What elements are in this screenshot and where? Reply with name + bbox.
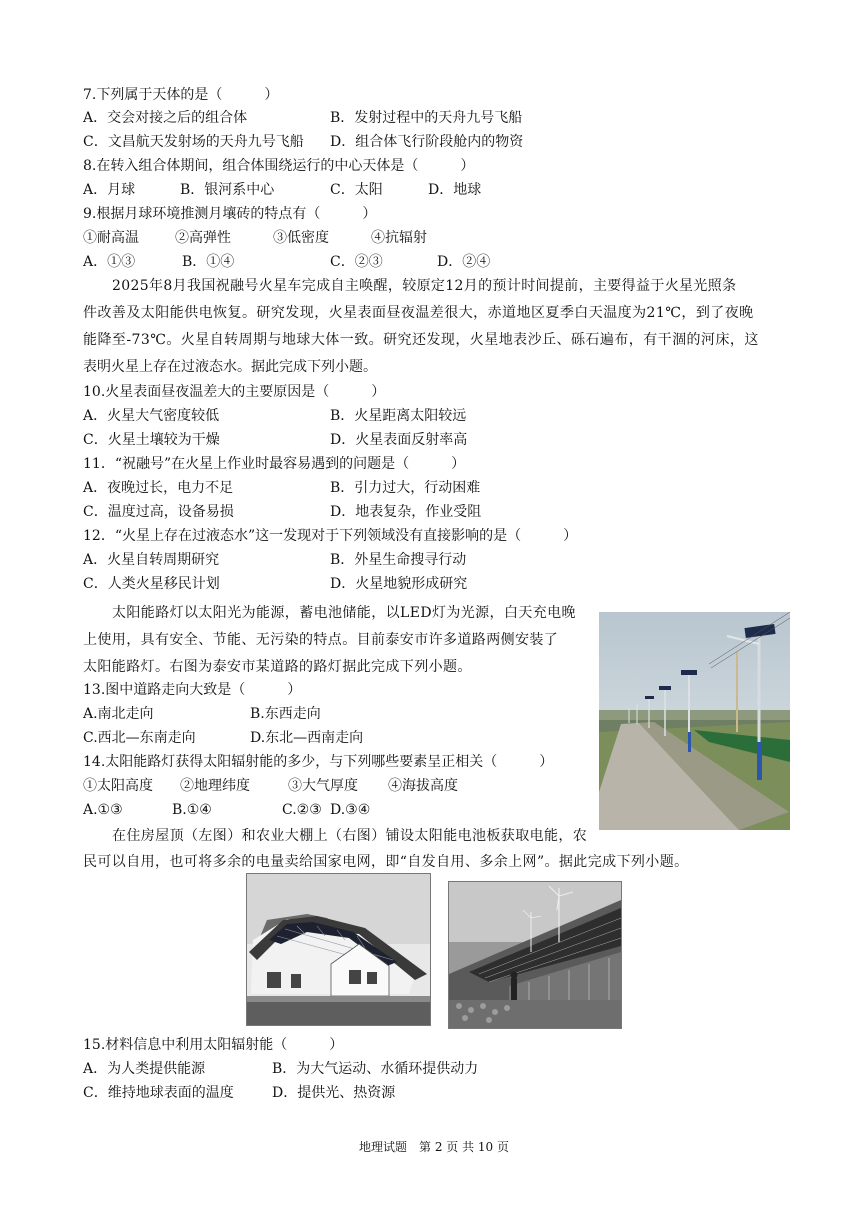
q7-option-a: A．交会对接之后的组合体 xyxy=(83,110,248,126)
q7-option-d: D．组合体飞行阶段舱内的物资 xyxy=(330,134,524,150)
q14-option-a: A.①③ xyxy=(83,802,123,818)
q15-stem: 15.材料信息中利用太阳辐射能（ ） xyxy=(83,1037,344,1053)
q13-option-a: A.南北走向 xyxy=(83,706,154,722)
q8-option-d: D．地球 xyxy=(428,182,482,198)
q7-option-c: C．文昌航天发射场的天舟九号飞船 xyxy=(83,134,304,150)
q8-option-b: B．银河系中心 xyxy=(180,182,275,198)
q8-option-c: C．太阳 xyxy=(330,182,383,198)
greenhouse-solar-panel-photo xyxy=(448,881,622,1029)
q15-option-c: C．维持地球表面的温度 xyxy=(83,1085,234,1101)
page-footer: 地理试题 第 2 页 共 10 页 xyxy=(359,1140,509,1154)
q10-option-b: B．火星距离太阳较远 xyxy=(330,408,467,424)
q12-option-c: C．人类火星移民计划 xyxy=(83,576,220,592)
solar-passage-line-2: 民可以自用，也可将多余的电量卖给国家电网，即“自发自用、多余上网”。据此完成下列小题。 xyxy=(83,854,689,870)
q14-option-b: B.①④ xyxy=(172,802,212,818)
q13-option-b: B.东西走向 xyxy=(250,706,321,722)
q10-option-c: C．火星土壤较为干燥 xyxy=(83,432,220,448)
q14-item-2: ②地理纬度 xyxy=(180,778,250,794)
q11-option-b: B．引力过大，行动困难 xyxy=(330,480,481,496)
q9-item-3: ③低密度 xyxy=(273,230,329,246)
q11-option-a: A．夜晚过长，电力不足 xyxy=(83,480,234,496)
q14-item-3: ③大气厚度 xyxy=(288,778,358,794)
q14-stem: 14.太阳能路灯获得太阳辐射能的多少，与下列哪些要素呈正相关（ ） xyxy=(83,754,554,770)
q12-option-d: D．火星地貌形成研究 xyxy=(330,576,468,592)
rooftop-solar-house-photo xyxy=(246,873,431,1026)
q9-item-2: ②高弹性 xyxy=(175,230,231,246)
q13-stem: 13.图中道路走向大致是（ ） xyxy=(83,682,302,698)
q9-item-1: ①耐高温 xyxy=(83,230,139,246)
q14-option-c: C.②③ xyxy=(282,802,322,818)
streetlight-passage-line-1: 太阳能路灯以太阳光为能源，蓄电池储能，以LED灯为光源，白天充电晚 xyxy=(112,605,576,621)
q9-stem: 9.根据月球环境推测月壤砖的特点有（ ） xyxy=(83,206,377,222)
q13-option-c: C.西北—东南走向 xyxy=(83,730,196,746)
q12-option-b: B．外星生命搜寻行动 xyxy=(330,552,467,568)
mars-passage-line-4: 表明火星上存在过液态水。据此完成下列小题。 xyxy=(83,359,377,375)
q12-stem: 12．“火星上存在过液态水”这一发现对于下列领域没有直接影响的是（ ） xyxy=(83,528,578,544)
q15-option-d: D．提供光、热资源 xyxy=(272,1085,396,1101)
q12-option-a: A．火星自转周期研究 xyxy=(83,552,220,568)
q9-option-d: D．②④ xyxy=(437,254,491,270)
q15-option-b: B．为大气运动、水循环提供动力 xyxy=(272,1061,479,1077)
q7-option-b: B．发射过程中的天舟九号飞船 xyxy=(330,110,523,126)
mars-passage-line-2: 件改善及太阳能供电恢复。研究发现，火星表面昼夜温差很大，赤道地区夏季白天温度为21℃，到了夜晚 xyxy=(83,305,754,321)
q8-option-a: A．月球 xyxy=(83,182,136,198)
q8-stem: 8.在转入组合体期间，组合体围绕运行的中心天体是（ ） xyxy=(83,158,475,174)
q9-option-c: C．②③ xyxy=(330,254,383,270)
q10-option-d: D．火星表面反射率高 xyxy=(330,432,468,448)
q15-option-a: A．为人类提供能源 xyxy=(83,1061,206,1077)
q7-stem: 7.下列属于天体的是（ ） xyxy=(83,87,279,103)
solar-passage-line-1: 在住房屋顶（左图）和农业大棚上（右图）铺设太阳能电池板获取电能，农 xyxy=(112,828,588,844)
streetlight-passage-line-3: 太阳能路灯。右图为泰安市某道路的路灯据此完成下列小题。 xyxy=(83,659,472,675)
q10-stem: 10.火星表面昼夜温差大的主要原因是（ ） xyxy=(83,384,386,400)
q13-option-d: D.东北—西南走向 xyxy=(250,730,364,746)
q11-option-c: C．温度过高，设备易损 xyxy=(83,504,234,520)
streetlight-passage-line-2: 上使用，具有安全、节能、无污染的特点。目前泰安市许多道路两侧安装了 xyxy=(83,632,559,648)
q11-option-d: D．地表复杂，作业受阻 xyxy=(330,504,482,520)
q9-item-4: ④抗辐射 xyxy=(371,230,427,246)
mars-passage-line-3: 能降至-73℃。火星自转周期与地球大体一致。研究还发现，火星地表沙丘、砾石遍布，有干涸的河床，这 xyxy=(83,332,759,348)
q14-option-d: D.③④ xyxy=(330,802,371,818)
q9-option-b: B．①④ xyxy=(182,254,235,270)
q14-item-1: ①太阳高度 xyxy=(83,778,153,794)
q10-option-a: A．火星大气密度较低 xyxy=(83,408,220,424)
q11-stem: 11．“祝融号”在火星上作业时最容易遇到的问题是（ ） xyxy=(83,456,466,472)
q9-option-a: A．①③ xyxy=(83,254,136,270)
q14-item-4: ④海拔高度 xyxy=(388,778,458,794)
mars-passage-line-1: 2025年8月我国祝融号火星车完成自主唤醒，较原定12月的预计时间提前，主要得益于火星光照条 xyxy=(112,278,737,294)
solar-streetlight-road-photo xyxy=(599,612,790,830)
